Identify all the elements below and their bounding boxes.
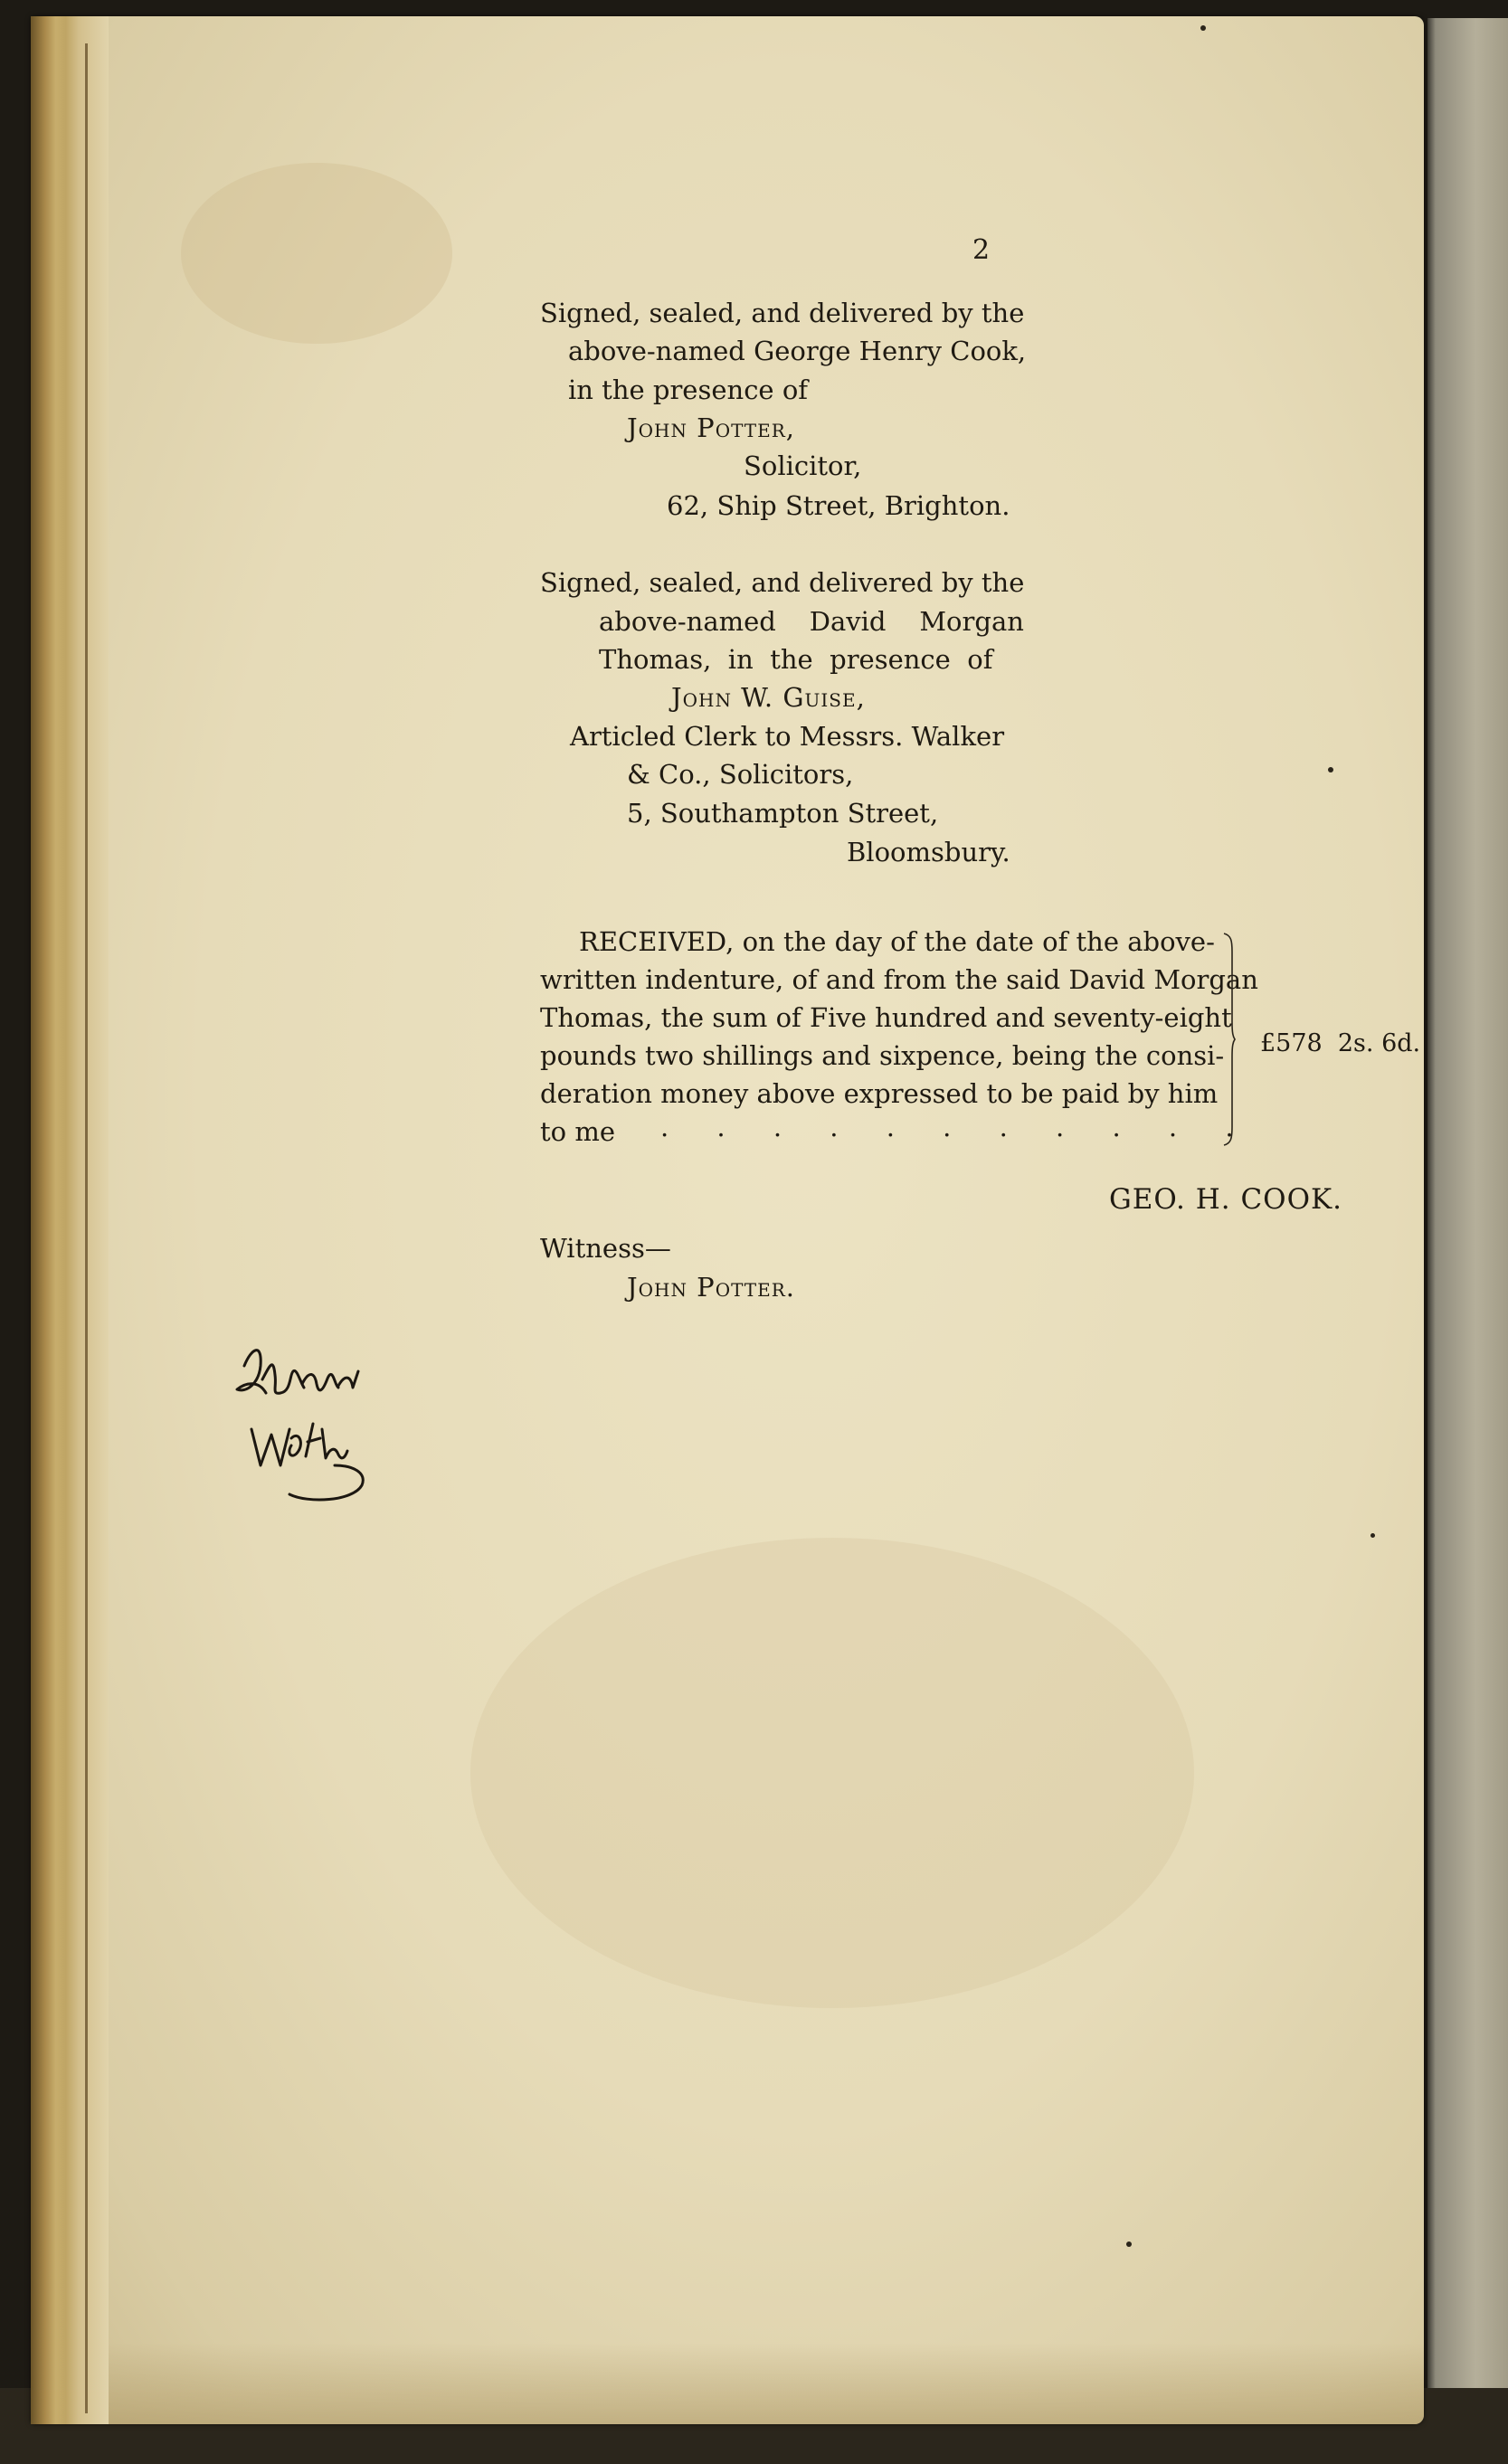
- attestation-line: Signed, sealed, and delivered by the: [540, 298, 1025, 328]
- attestation-line: above-named George Henry Cook,: [568, 336, 1027, 366]
- leader-dots: . . . . . . . . . . .: [660, 1112, 1254, 1142]
- paper-bottom-wear: [31, 2343, 1424, 2424]
- witness-name: John Potter.: [627, 1272, 796, 1303]
- paper-stain: [181, 163, 452, 344]
- paper-stain: [470, 1538, 1194, 2008]
- signatory-name: GEO. H. COOK.: [1109, 1183, 1343, 1216]
- receipt-line: Thomas, the sum of Five hundred and seventy-eight: [540, 1002, 1232, 1033]
- witness-firm: & Co., Solicitors,: [627, 759, 854, 790]
- binding-spine: [31, 16, 109, 2424]
- attestation-line: in the presence of: [568, 374, 809, 405]
- paper-speck: [1200, 25, 1206, 31]
- receipt-line: written indenture, of and from the said David Morgan: [540, 964, 1258, 995]
- witness-address: Bloomsbury.: [847, 837, 1010, 867]
- receipt-line: to me: [540, 1116, 615, 1147]
- attestation-line: Thomas, in the presence of: [599, 644, 993, 675]
- attestation-line: Signed, sealed, and delivered by the: [540, 567, 1025, 598]
- receipt-line: pounds two shillings and sixpence, being the consi-: [540, 1040, 1225, 1071]
- paper-speck: [1370, 1533, 1375, 1538]
- page-number: 2: [972, 234, 991, 266]
- receipt-amount: £578 2s. 6d.: [1260, 1029, 1421, 1057]
- attestation-line: above-named David Morgan: [599, 606, 1024, 637]
- paper-speck: [1126, 2241, 1132, 2247]
- witness-name: John Potter,: [627, 412, 796, 443]
- handwritten-initials-signature-icon: [226, 1330, 389, 1520]
- witness-label: Witness—: [540, 1233, 671, 1264]
- witness-role: Articled Clerk to Messrs. Walker: [570, 721, 1005, 752]
- adjacent-page-edge: [1427, 18, 1508, 2464]
- curly-brace-icon: [1223, 932, 1236, 1147]
- witness-address: 62, Ship Street, Brighton.: [667, 490, 1010, 521]
- witness-name: John W. Guise,: [671, 682, 866, 713]
- paper-speck: [1328, 767, 1333, 772]
- receipt-line: RECEIVED, on the day of the date of the above-: [579, 926, 1215, 957]
- witness-address: 5, Southampton Street,: [627, 798, 939, 829]
- receipt-line: deration money above expressed to be paid by him: [540, 1078, 1219, 1109]
- witness-role: Solicitor,: [744, 450, 862, 481]
- spine-fold-line: [85, 43, 88, 2413]
